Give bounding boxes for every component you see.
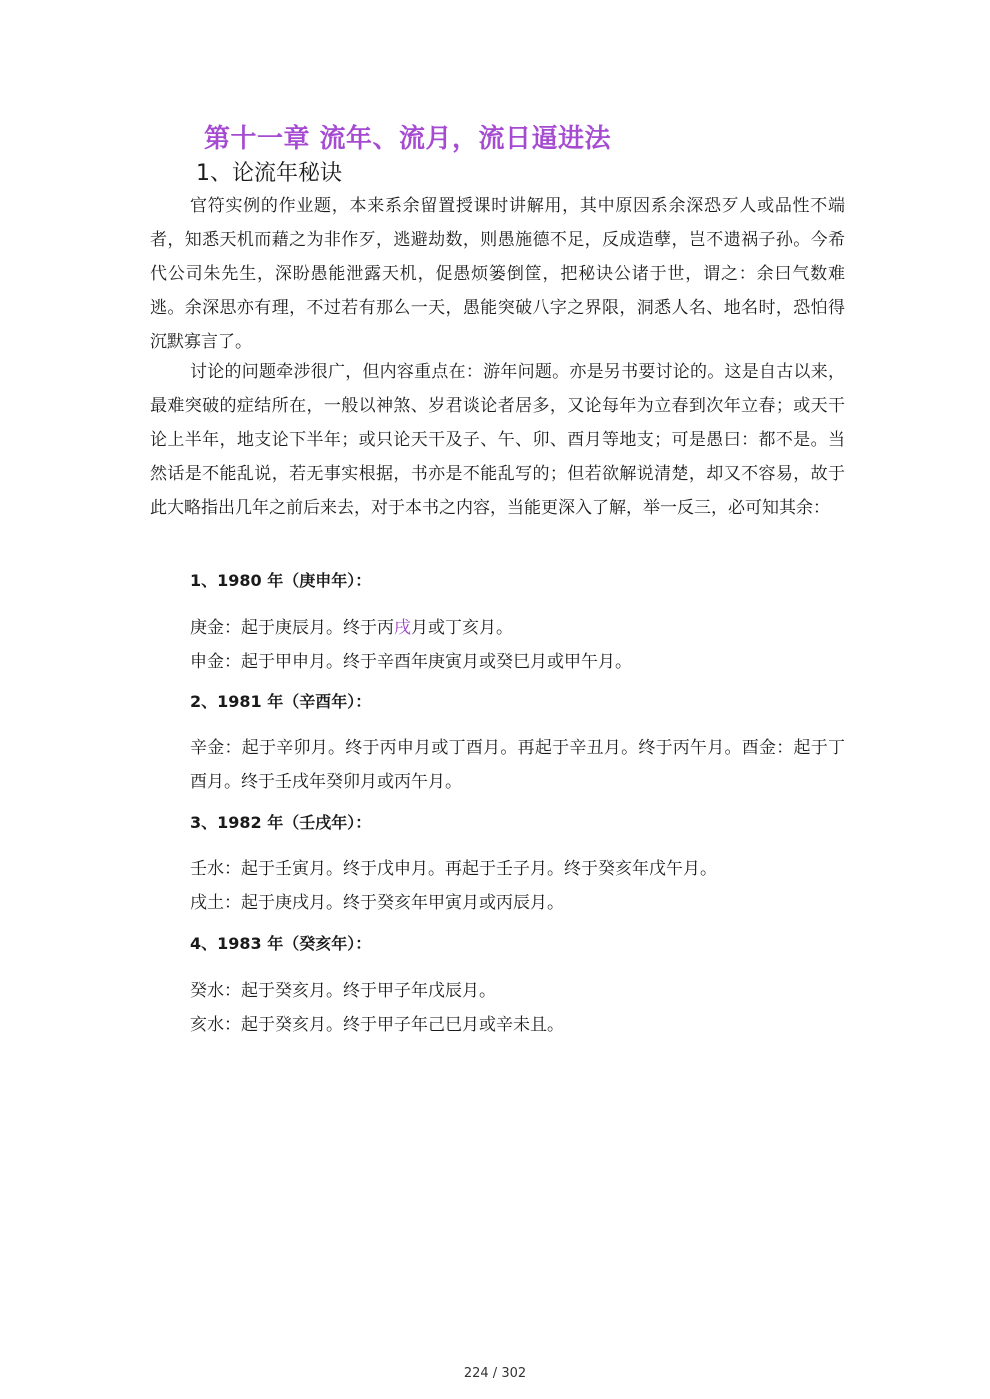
text-line [190, 611, 513, 645]
text-line: 癸水：起于癸亥月。终于甲子年戊辰月。 [190, 981, 496, 1001]
highlighted-character: 戌 [394, 618, 411, 638]
text-line: 辛金：起于辛卯月。终于丙申月或丁酉月。再起于辛丑月。终于丙午月。酉金：起于丁酉月。终于壬戌年癸卯月或丙午月。 [190, 738, 845, 792]
year-heading: 1、1980 年（庚申年）： [190, 571, 372, 590]
section-title: 1、论流年秘诀 [196, 161, 342, 186]
year-heading: 2、1981 年（辛酉年）： [190, 692, 372, 711]
paragraph: 讨论的问题牵涉很广，但内容重点在：游年问题。亦是另书要讨论的。这是自古以来，最难突破的症结所在，一般以神煞、岁君谈论者居多，又论每年为立春到次年立春；或天干论上半年，地支论下半年；或只论天干及子、午、卯、酉月等地支；可是愚曰：都不是。当然话是不能乱说，若无事实根据，书亦是不能乱写的；但若欲解说清楚，却又不容易，故于此大略指出几年之前后来去，对于本书之内容，当能更深入了解，举一反三，必可知其余： [150, 362, 845, 518]
chapter-title: 第十一章 流年、流月，流日逼进法 [204, 124, 612, 154]
page-number: 224 / 302 [463, 1366, 527, 1381]
year-heading: 3、1982 年（壬戌年）： [190, 813, 372, 832]
text-line: 申金：起于甲申月。终于辛酉年庚寅月或癸巳月或甲午月。 [190, 652, 632, 672]
text-span: 庚金：起于庚辰月。终于丙 [190, 618, 394, 638]
text-line: 亥水：起于癸亥月。终于甲子年己巳月或辛未且。 [190, 1015, 564, 1035]
year-heading: 4、1983 年（癸亥年）： [190, 934, 372, 953]
text-span: 月或丁亥月。 [411, 618, 513, 638]
text-line: 壬水：起于壬寅月。终于戊申月。再起于壬子月。终于癸亥年戊午月。 [190, 859, 717, 879]
text-line: 戌土：起于庚戌月。终于癸亥年甲寅月或丙辰月。 [190, 893, 564, 913]
paragraph: 官符实例的作业题，本来系余留置授课时讲解用，其中原因系余深恐歹人或品性不端者，知悉天机而藉之为非作歹，逃避劫数，则愚施德不足，反成造孽，岂不遗祸子孙。今希代公司朱先生，深盼愚能泄露天机，促愚烦篓倒筐，把秘诀公诸于世，谓之：余曰气数难逃。余深思亦有理，不过若有那么一天，愚能突破八字之界限，洞悉人名、地名时，恐怕得沉默寡言了。 [150, 196, 845, 352]
